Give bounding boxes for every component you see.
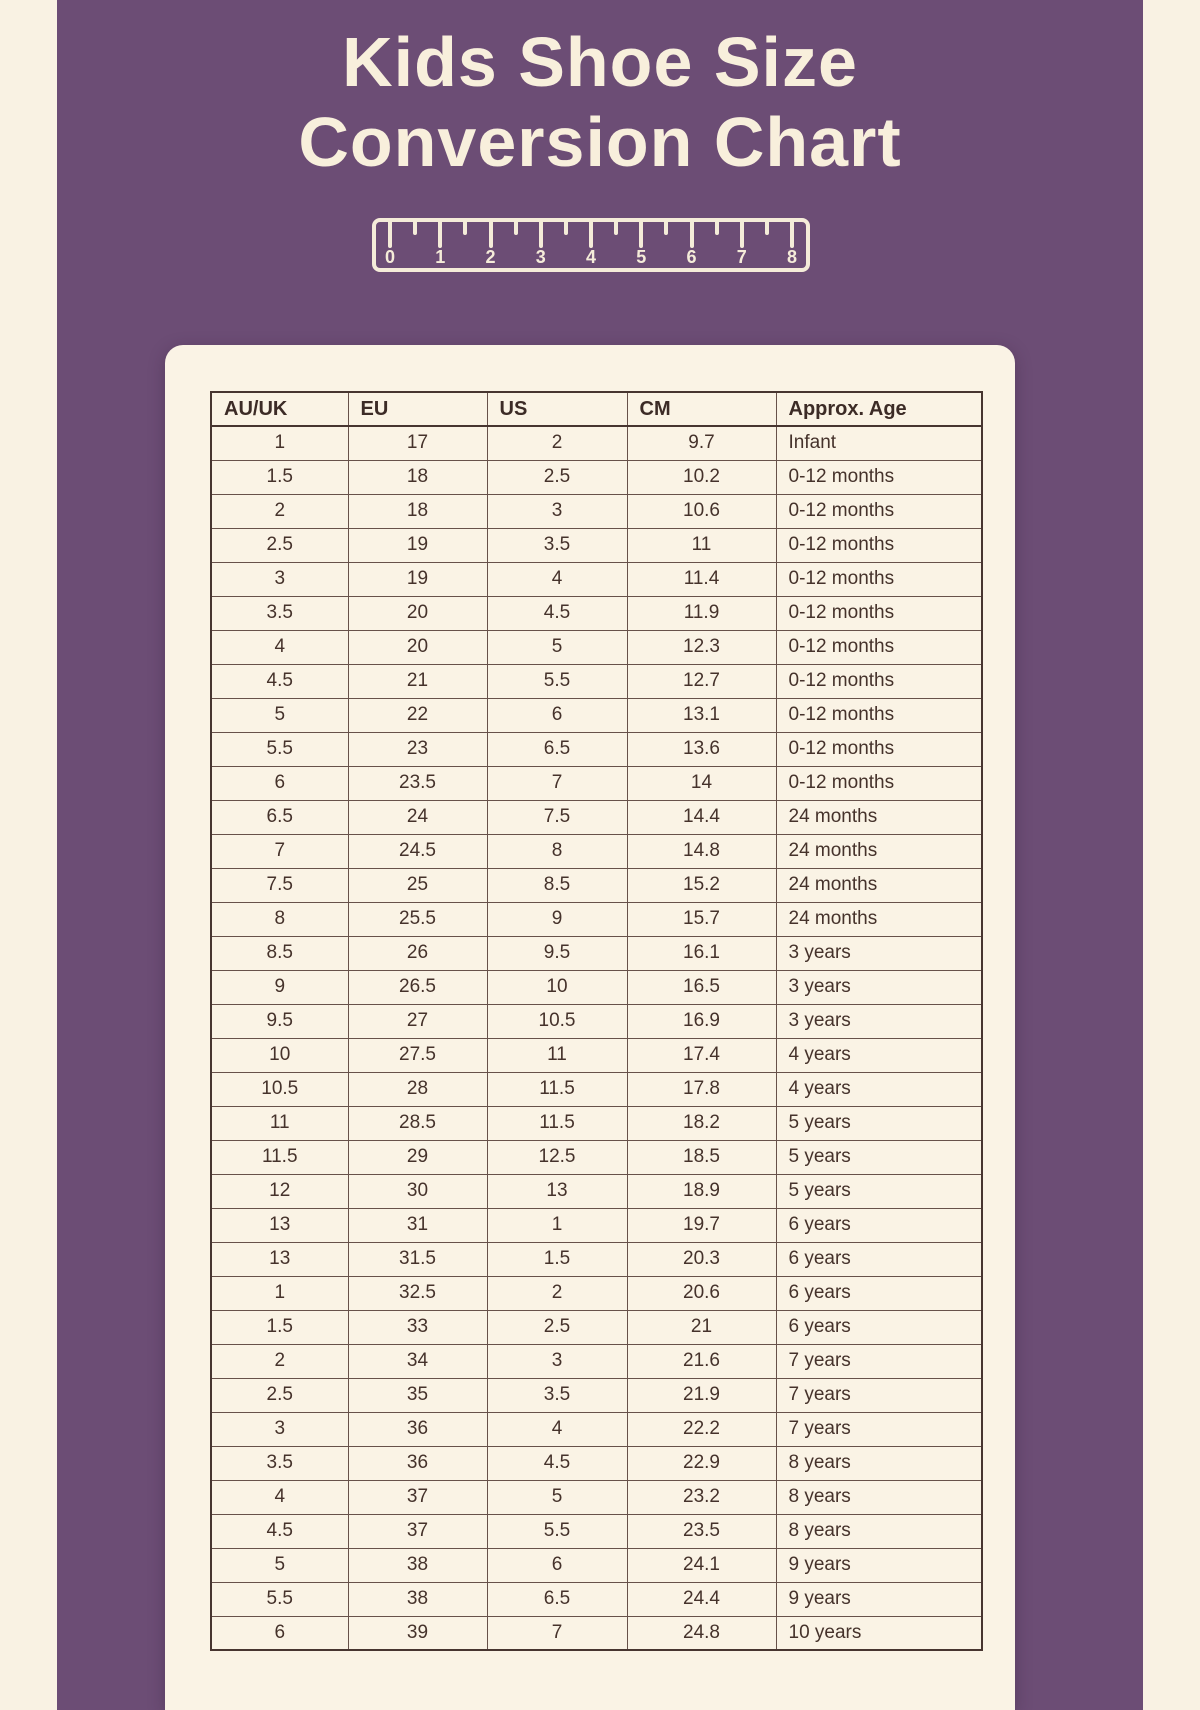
column-header-cm: CM bbox=[627, 392, 776, 426]
table-cell: 37 bbox=[348, 1480, 487, 1514]
purple-panel bbox=[57, 0, 1143, 1710]
table-cell: 4.5 bbox=[211, 664, 348, 698]
table-cell: 22 bbox=[348, 698, 487, 732]
table-cell: 2 bbox=[211, 494, 348, 528]
table-cell: 0-12 months bbox=[776, 766, 982, 800]
table-cell: 9 years bbox=[776, 1582, 982, 1616]
ruler-icon bbox=[372, 218, 810, 272]
table-cell: 0-12 months bbox=[776, 732, 982, 766]
table-cell: 11 bbox=[487, 1038, 627, 1072]
table-cell: 18.2 bbox=[627, 1106, 776, 1140]
table-cell: 15.2 bbox=[627, 868, 776, 902]
table-cell: 3 bbox=[487, 494, 627, 528]
table-cell: 27 bbox=[348, 1004, 487, 1038]
table-row bbox=[211, 732, 982, 766]
table-cell: 3 bbox=[487, 1344, 627, 1378]
table-cell: 25.5 bbox=[348, 902, 487, 936]
table-row bbox=[211, 1514, 982, 1548]
column-header-us: US bbox=[487, 392, 627, 426]
ruler-tick bbox=[539, 222, 543, 248]
table-cell: 4 bbox=[211, 630, 348, 664]
table-row bbox=[211, 1140, 982, 1174]
table-cell: 24 months bbox=[776, 800, 982, 834]
table-cell: 10 bbox=[487, 970, 627, 1004]
table-cell: 18.9 bbox=[627, 1174, 776, 1208]
table-cell: 12 bbox=[211, 1174, 348, 1208]
table-cell: 2.5 bbox=[487, 460, 627, 494]
table-cell: 22.9 bbox=[627, 1446, 776, 1480]
table-row bbox=[211, 596, 982, 630]
ruler-number: 1 bbox=[435, 247, 446, 267]
table-cell: 0-12 months bbox=[776, 698, 982, 732]
table-cell: 4.5 bbox=[487, 1446, 627, 1480]
table-cell: 31 bbox=[348, 1208, 487, 1242]
table-row bbox=[211, 1344, 982, 1378]
table-row bbox=[211, 936, 982, 970]
table-row bbox=[211, 1480, 982, 1514]
table-cell: 24.1 bbox=[627, 1548, 776, 1582]
table-cell: 13.6 bbox=[627, 732, 776, 766]
page-title bbox=[57, 22, 1143, 182]
table-cell: 5 years bbox=[776, 1106, 982, 1140]
ruler-tick bbox=[664, 222, 668, 235]
table-row bbox=[211, 1208, 982, 1242]
table-cell: 10.2 bbox=[627, 460, 776, 494]
table-cell: 2.5 bbox=[211, 528, 348, 562]
table-cell: 19.7 bbox=[627, 1208, 776, 1242]
table-cell: 5 years bbox=[776, 1140, 982, 1174]
table-cell: 1.5 bbox=[211, 1310, 348, 1344]
table-cell: 30 bbox=[348, 1174, 487, 1208]
ruler-number: 7 bbox=[736, 247, 747, 267]
table-cell: 17.4 bbox=[627, 1038, 776, 1072]
table-cell: 14.4 bbox=[627, 800, 776, 834]
ruler-number: 6 bbox=[686, 247, 697, 267]
table-cell: 0-12 months bbox=[776, 528, 982, 562]
table-cell: 9.7 bbox=[627, 426, 776, 460]
table-cell: 13 bbox=[211, 1208, 348, 1242]
table-cell: 18.5 bbox=[627, 1140, 776, 1174]
table-cell: 13 bbox=[211, 1242, 348, 1276]
table-cell: 9 bbox=[211, 970, 348, 1004]
table-cell: 6 years bbox=[776, 1310, 982, 1344]
ruler-tick bbox=[413, 222, 417, 235]
ruler-tick bbox=[463, 222, 467, 235]
table-cell: 10 years bbox=[776, 1616, 982, 1650]
table-cell: 6 bbox=[487, 698, 627, 732]
table-cell: 7 years bbox=[776, 1344, 982, 1378]
ruler-tick bbox=[790, 222, 794, 248]
table-cell: Infant bbox=[776, 426, 982, 460]
table-cell: 8.5 bbox=[487, 868, 627, 902]
table-cell: 10.5 bbox=[211, 1072, 348, 1106]
table-row bbox=[211, 1038, 982, 1072]
table-cell: 26 bbox=[348, 936, 487, 970]
table-cell: 18 bbox=[348, 460, 487, 494]
table-cell: 23.5 bbox=[627, 1514, 776, 1548]
ruler-number: 5 bbox=[636, 247, 647, 267]
table-cell: 5 bbox=[211, 698, 348, 732]
table-cell: 11.5 bbox=[487, 1106, 627, 1140]
table-cell: 19 bbox=[348, 528, 487, 562]
table-cell: 33 bbox=[348, 1310, 487, 1344]
table-cell: 38 bbox=[348, 1548, 487, 1582]
table-cell: 11.5 bbox=[211, 1140, 348, 1174]
table-cell: 9.5 bbox=[211, 1004, 348, 1038]
ruler-tick bbox=[438, 222, 442, 248]
table-cell: 5 bbox=[487, 1480, 627, 1514]
table-cell: 16.9 bbox=[627, 1004, 776, 1038]
table-cell: 18 bbox=[348, 494, 487, 528]
page-title-line-1: Kids Shoe Size bbox=[342, 23, 858, 101]
table-cell: 3 bbox=[211, 1412, 348, 1446]
ruler-tick bbox=[715, 222, 719, 235]
table-cell: 21 bbox=[348, 664, 487, 698]
table-cell: 2 bbox=[487, 426, 627, 460]
table-cell: 32.5 bbox=[348, 1276, 487, 1310]
shoe-size-conversion-table bbox=[210, 391, 983, 1651]
table-cell: 24.5 bbox=[348, 834, 487, 868]
table-row bbox=[211, 698, 982, 732]
column-header-au-uk: AU/UK bbox=[211, 392, 348, 426]
table-cell: 3 years bbox=[776, 970, 982, 1004]
table-row bbox=[211, 1276, 982, 1310]
table-cell: 3.5 bbox=[211, 596, 348, 630]
table-cell: 1 bbox=[211, 426, 348, 460]
table-cell: 23.2 bbox=[627, 1480, 776, 1514]
table-cell: 22.2 bbox=[627, 1412, 776, 1446]
table-cell: 24.8 bbox=[627, 1616, 776, 1650]
table-cell: 2.5 bbox=[211, 1378, 348, 1412]
ruler-tick bbox=[388, 222, 392, 248]
table-cell: 3 years bbox=[776, 936, 982, 970]
table-cell: 29 bbox=[348, 1140, 487, 1174]
ruler-tick bbox=[589, 222, 593, 248]
table-cell: 6 years bbox=[776, 1208, 982, 1242]
table-cell: 2 bbox=[487, 1276, 627, 1310]
table-row bbox=[211, 1310, 982, 1344]
ruler-number: 3 bbox=[535, 247, 546, 267]
table-cell: 21.6 bbox=[627, 1344, 776, 1378]
table-cell: 24 months bbox=[776, 834, 982, 868]
table-cell: 4.5 bbox=[487, 596, 627, 630]
table-cell: 12.7 bbox=[627, 664, 776, 698]
table-cell: 6.5 bbox=[487, 1582, 627, 1616]
table-cell: 36 bbox=[348, 1446, 487, 1480]
table-cell: 25 bbox=[348, 868, 487, 902]
table-cell: 36 bbox=[348, 1412, 487, 1446]
table-cell: 4 bbox=[211, 1480, 348, 1514]
table-row bbox=[211, 766, 982, 800]
table-row bbox=[211, 1004, 982, 1038]
table-row bbox=[211, 1174, 982, 1208]
table-cell: 4 bbox=[487, 562, 627, 596]
table-cell: 21.9 bbox=[627, 1378, 776, 1412]
ruler-tick bbox=[765, 222, 769, 235]
ruler-tick bbox=[639, 222, 643, 248]
table-cell: 4.5 bbox=[211, 1514, 348, 1548]
table-cell: 10.5 bbox=[487, 1004, 627, 1038]
table-cell: 3 bbox=[211, 562, 348, 596]
ruler-tick bbox=[489, 222, 493, 248]
table-cell: 5.5 bbox=[211, 1582, 348, 1616]
table-cell: 8 years bbox=[776, 1514, 982, 1548]
table-cell: 28.5 bbox=[348, 1106, 487, 1140]
table-cell: 14 bbox=[627, 766, 776, 800]
table-cell: 7 bbox=[487, 1616, 627, 1650]
table-cell: 28 bbox=[348, 1072, 487, 1106]
table-cell: 7 years bbox=[776, 1378, 982, 1412]
table-cell: 35 bbox=[348, 1378, 487, 1412]
table-cell: 8 bbox=[487, 834, 627, 868]
ruler-tick bbox=[514, 222, 518, 235]
table-row bbox=[211, 1072, 982, 1106]
table-row bbox=[211, 562, 982, 596]
table-cell: 7 years bbox=[776, 1412, 982, 1446]
table-cell: 26.5 bbox=[348, 970, 487, 1004]
table-row bbox=[211, 800, 982, 834]
table-cell: 8 years bbox=[776, 1480, 982, 1514]
table-cell: 8.5 bbox=[211, 936, 348, 970]
table-cell: 5 bbox=[487, 630, 627, 664]
table-cell: 24 months bbox=[776, 902, 982, 936]
column-header-eu: EU bbox=[348, 392, 487, 426]
table-cell: 0-12 months bbox=[776, 630, 982, 664]
table-cell: 17.8 bbox=[627, 1072, 776, 1106]
table-row bbox=[211, 1616, 982, 1650]
table-cell: 3.5 bbox=[487, 528, 627, 562]
table-cell: 31.5 bbox=[348, 1242, 487, 1276]
table-cell: 20 bbox=[348, 630, 487, 664]
table-cell: 4 bbox=[487, 1412, 627, 1446]
table-cell: 24 bbox=[348, 800, 487, 834]
table-cell: 24 months bbox=[776, 868, 982, 902]
table-row bbox=[211, 1378, 982, 1412]
table-cell: 4 years bbox=[776, 1072, 982, 1106]
table-cell: 6.5 bbox=[487, 732, 627, 766]
table-cell: 20.6 bbox=[627, 1276, 776, 1310]
table-row bbox=[211, 970, 982, 1004]
table-cell: 16.1 bbox=[627, 936, 776, 970]
ruler-tick bbox=[614, 222, 618, 235]
table-cell: 11 bbox=[211, 1106, 348, 1140]
table-cell: 5 years bbox=[776, 1174, 982, 1208]
table-row bbox=[211, 494, 982, 528]
table-cell: 20 bbox=[348, 596, 487, 630]
table-cell: 1.5 bbox=[211, 460, 348, 494]
table-cell: 5.5 bbox=[487, 664, 627, 698]
column-header-approx-age: Approx. Age bbox=[776, 392, 982, 426]
table-row bbox=[211, 834, 982, 868]
table-cell: 9 bbox=[487, 902, 627, 936]
table-cell: 7.5 bbox=[211, 868, 348, 902]
table-cell: 27.5 bbox=[348, 1038, 487, 1072]
table-cell: 0-12 months bbox=[776, 664, 982, 698]
table-cell: 13 bbox=[487, 1174, 627, 1208]
table-row bbox=[211, 460, 982, 494]
ruler-number: 4 bbox=[585, 247, 597, 267]
table-row bbox=[211, 868, 982, 902]
table-cell: 6 bbox=[211, 766, 348, 800]
table-cell: 7.5 bbox=[487, 800, 627, 834]
table-body bbox=[211, 426, 982, 1650]
table-cell: 6 years bbox=[776, 1276, 982, 1310]
table-cell: 11.9 bbox=[627, 596, 776, 630]
table-cell: 1 bbox=[487, 1208, 627, 1242]
table-row bbox=[211, 1242, 982, 1276]
table-cell: 37 bbox=[348, 1514, 487, 1548]
table-cell: 17 bbox=[348, 426, 487, 460]
conversion-table-card bbox=[165, 345, 1015, 1710]
table-row bbox=[211, 1106, 982, 1140]
table-row bbox=[211, 902, 982, 936]
ruler-number: 0 bbox=[384, 247, 396, 267]
table-cell: 12.5 bbox=[487, 1140, 627, 1174]
table-header-row bbox=[211, 392, 982, 426]
ruler-tick bbox=[740, 222, 744, 248]
table-cell: 0-12 months bbox=[776, 460, 982, 494]
table-cell: 3 years bbox=[776, 1004, 982, 1038]
table-row bbox=[211, 664, 982, 698]
table-row bbox=[211, 630, 982, 664]
table-cell: 6 bbox=[487, 1548, 627, 1582]
ruler-tick bbox=[690, 222, 694, 248]
table-cell: 3.5 bbox=[487, 1378, 627, 1412]
table-cell: 5.5 bbox=[211, 732, 348, 766]
table-cell: 39 bbox=[348, 1616, 487, 1650]
table-cell: 38 bbox=[348, 1582, 487, 1616]
table-cell: 34 bbox=[348, 1344, 487, 1378]
table-cell: 2.5 bbox=[487, 1310, 627, 1344]
page-title-line-2: Conversion Chart bbox=[298, 103, 902, 181]
ruler-number: 8 bbox=[786, 247, 798, 267]
table-cell: 1 bbox=[211, 1276, 348, 1310]
table-cell: 6 bbox=[211, 1616, 348, 1650]
table-cell: 23.5 bbox=[348, 766, 487, 800]
table-row bbox=[211, 1412, 982, 1446]
table-cell: 19 bbox=[348, 562, 487, 596]
table-cell: 14.8 bbox=[627, 834, 776, 868]
table-cell: 21 bbox=[627, 1310, 776, 1344]
table-cell: 7 bbox=[211, 834, 348, 868]
table-row bbox=[211, 1446, 982, 1480]
table-cell: 8 years bbox=[776, 1446, 982, 1480]
table-cell: 11.5 bbox=[487, 1072, 627, 1106]
table-cell: 1.5 bbox=[487, 1242, 627, 1276]
table-cell: 11 bbox=[627, 528, 776, 562]
table-cell: 24.4 bbox=[627, 1582, 776, 1616]
ruler-number: 2 bbox=[485, 247, 496, 267]
table-cell: 20.3 bbox=[627, 1242, 776, 1276]
table-cell: 6 years bbox=[776, 1242, 982, 1276]
table-row bbox=[211, 1548, 982, 1582]
table-cell: 4 years bbox=[776, 1038, 982, 1072]
table-row bbox=[211, 426, 982, 460]
table-row bbox=[211, 528, 982, 562]
table-cell: 9.5 bbox=[487, 936, 627, 970]
table-row bbox=[211, 1582, 982, 1616]
table-cell: 10 bbox=[211, 1038, 348, 1072]
table-cell: 11.4 bbox=[627, 562, 776, 596]
table-cell: 10.6 bbox=[627, 494, 776, 528]
table-cell: 0-12 months bbox=[776, 494, 982, 528]
table-cell: 16.5 bbox=[627, 970, 776, 1004]
table-cell: 13.1 bbox=[627, 698, 776, 732]
table-cell: 7 bbox=[487, 766, 627, 800]
table-cell: 9 years bbox=[776, 1548, 982, 1582]
table-cell: 8 bbox=[211, 902, 348, 936]
table-cell: 0-12 months bbox=[776, 596, 982, 630]
table-cell: 5.5 bbox=[487, 1514, 627, 1548]
table-cell: 5 bbox=[211, 1548, 348, 1582]
ruler-tick bbox=[564, 222, 568, 235]
table-cell: 6.5 bbox=[211, 800, 348, 834]
table-cell: 12.3 bbox=[627, 630, 776, 664]
table-cell: 3.5 bbox=[211, 1446, 348, 1480]
table-cell: 23 bbox=[348, 732, 487, 766]
table-cell: 15.7 bbox=[627, 902, 776, 936]
table-cell: 2 bbox=[211, 1344, 348, 1378]
table-cell: 0-12 months bbox=[776, 562, 982, 596]
